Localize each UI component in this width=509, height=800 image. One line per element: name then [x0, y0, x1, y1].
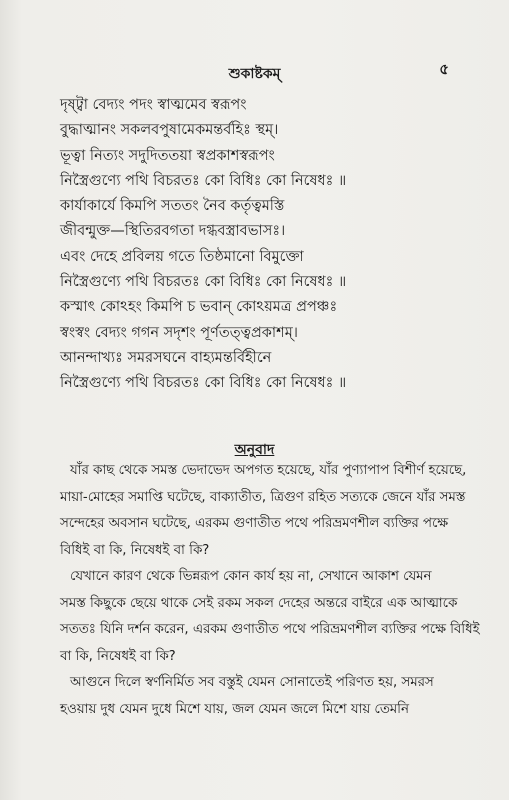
translation-line: যাঁর কাছ থেকে সমস্ত ভেদাভেদ অপগত হয়েছে, যাঁর পুণ্যাপাপ বিশীর্ণ হয়েছে,	[70, 463, 467, 478]
verse-line: দৃষ্ট্বা বেদ্যং পদং স্বাত্মমেব স্বরূপং	[60, 97, 247, 113]
translation-line: যেখানে কারণ থেকে ভিন্নরূপ কোন কার্য হয় না, সেখানে আকাশ যেমন	[70, 569, 432, 584]
verse-line: নিস্ত্রৈগুণ্যে পথি বিচরতঃ কো বিধিঃ কো নিষেধঃ ॥	[60, 375, 347, 392]
verse-line: স্বংস্বং বেদ্যং গগন সদৃশং পূর্ণতত্ত্বপ্রকাশম্।	[60, 324, 298, 341]
verse-line: কার্যাকার্যে কিমপি সততং নৈব কর্তৃত্বমস্তি	[60, 198, 285, 215]
page-header	[0, 58, 509, 80]
translation-line: হওয়ায় দুধ যেমন দুধে মিশে যায়, জল যেমন জলে মিশে যায় তেমনি	[60, 701, 409, 717]
translation-line: মায়া-মোহের সমাপ্তি ঘটেছে, বাক্যাতীত, ত্রিগুণ রহিত সত্যকে জেনে যাঁর সমস্ত	[60, 489, 466, 505]
translation-line: আগুনে দিলে স্বর্ণনির্মিত সব বস্তুই যেমন সোনাতেই পরিণত হয়, সমরস	[70, 675, 434, 690]
verse-line: এবং দেহে প্রবিলয় গতে তিষ্ঠমানো বিমুক্তো	[60, 248, 304, 265]
page-title: শুকাষ্টকম্	[228, 66, 281, 82]
verse-line: জীবন্মুক্ত—স্থিতিরবগতা দগ্ধবস্ত্রাবভাসঃ।	[60, 223, 286, 240]
translation-line: সততঃ যিনি দর্শন করেন, এরকম গুণাতীত পথে পরিভ্রমণশীল ব্যক্তির পক্ষে বিধিই	[60, 622, 480, 637]
verse-line: নিস্ত্রৈগুণ্যে পথি বিচরতঃ কো বিধিঃ কো নিষেধঃ ॥	[60, 274, 347, 291]
sanskrit-verses	[60, 93, 500, 397]
verse-line: ভূত্বা নিত্যং সদুদিততয়া স্বপ্রকাশস্বরূপং	[60, 147, 275, 164]
verse-line: বুদ্ধাত্মানং সকলবপুষামেকমন্তর্বহিঃ স্থম্।	[60, 122, 279, 139]
verse-line: নিস্ত্রৈগুণ্যে পথি বিচরতঃ কো বিধিঃ কো নিষেধঃ ॥	[60, 172, 347, 189]
translation-line: বা কি, নিষেধই বা কি?	[60, 648, 176, 664]
translation-line: সন্দেহের অবসান ঘটেছে, এরকম গুণাতীত পথে পরিভ্রমণশীল ব্যক্তির পক্ষে	[60, 516, 449, 531]
translation-line: সমস্ত কিছুকে ছেয়ে থাকে সেই রকম সকল দেহের অন্তরে বাইরে এক আত্মাকে	[60, 595, 458, 611]
page-number: ৫	[439, 60, 449, 78]
translation-line: বিধিই বা কি, নিষেধই বা কি?	[60, 542, 210, 558]
verse-line: আনন্দাখ্যঃ সমরসঘনে বাহ্যমন্তর্বিহীনে	[60, 349, 272, 366]
verse-line: কস্মাৎ কোঽহং কিমপি চ ভবান্ কোঽয়মত্র প্রপঞ্চঃ	[60, 299, 338, 316]
translation-text	[60, 458, 500, 723]
translation-heading: অনুবাদ	[234, 442, 275, 458]
